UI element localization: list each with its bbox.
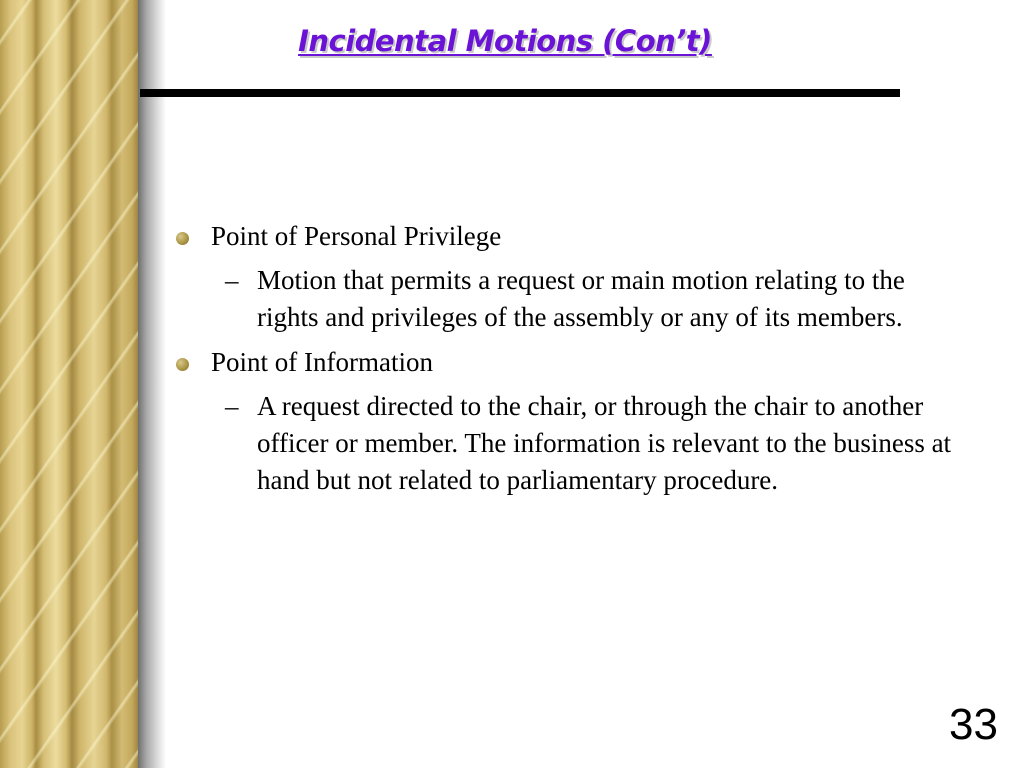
sub-bullet-text: Motion that permits a request or main motion relating to the rights and privileges of the assembly or any of its members.: [257, 265, 905, 332]
title-divider: [140, 89, 900, 97]
bullet-dot-icon: [172, 218, 211, 245]
bullet-text: Point of Information: [211, 347, 433, 377]
sub-bullet-item: [225, 262, 972, 336]
bullet-text: Point of Personal Privilege: [211, 221, 502, 251]
bullet-item: [172, 344, 972, 380]
bullet-dot-icon: [172, 344, 211, 371]
pillar-shadow: [138, 0, 166, 768]
decorative-gold-pillar: [0, 0, 138, 768]
dash-marker: –: [225, 391, 239, 421]
slide-number: 33: [949, 700, 998, 749]
sub-bullet-text: A request directed to the chair, or through the chair to another officer or member. The information is relevant to the business at hand but not related to parliamentary procedure.: [257, 391, 952, 495]
bullet-item: [172, 218, 972, 254]
dash-marker: –: [225, 265, 239, 295]
slide-title: Incidental Motions (Con’t): [298, 24, 712, 58]
sub-bullet-item: [225, 388, 972, 499]
slide-body: [172, 218, 972, 507]
